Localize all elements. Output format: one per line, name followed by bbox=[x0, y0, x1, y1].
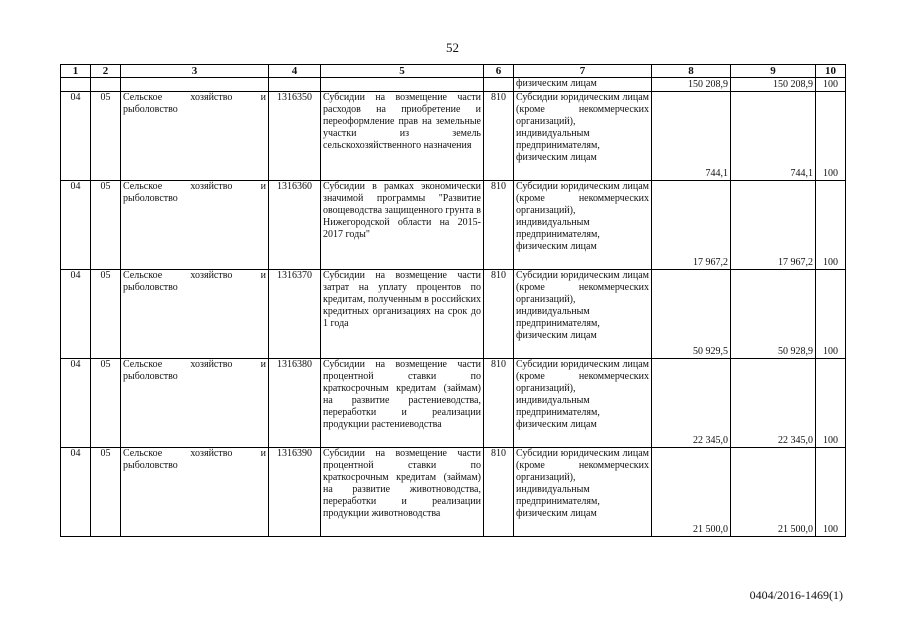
cell-expense-type: 810 bbox=[484, 448, 514, 537]
continuation-row bbox=[61, 78, 846, 92]
cell-target-code: 1316350 bbox=[269, 92, 321, 181]
column-header: 10 bbox=[816, 65, 846, 78]
cell-recipient: Субсидии юридическим лицам (кроме некоммерческих организаций), индивидуальным предпринимателям, физическим лицам bbox=[514, 92, 652, 181]
table-row bbox=[61, 359, 846, 448]
cell-actual-amount: 744,1 bbox=[731, 92, 816, 181]
cell-target-code: 1316360 bbox=[269, 181, 321, 270]
table-row bbox=[61, 92, 846, 181]
cell-description: Субсидии на возмещение части процентной ставки по краткосрочным кредитам (займам) на развитие растениеводства, переработки и реализации продукции растениеводства bbox=[321, 359, 484, 448]
page-number: 52 bbox=[446, 40, 459, 55]
column-header: 1 bbox=[61, 65, 91, 78]
column-header: 3 bbox=[121, 65, 269, 78]
cell-percent: 100 bbox=[816, 92, 846, 181]
cell-expense-type: 810 bbox=[484, 92, 514, 181]
cell-section: 04 bbox=[61, 359, 91, 448]
cell-plan-amount: 744,1 bbox=[652, 92, 731, 181]
cell-description: Субсидии в рамках экономически значимой программы "Развитие овощеводства защищенного грунта в Нижегородской области на 2015-2017 годы" bbox=[321, 181, 484, 270]
cell-actual-amount: 50 928,9 bbox=[731, 270, 816, 359]
cell-section-name: Сельское хозяйство и рыболовство bbox=[121, 270, 269, 359]
cell-actual-amount: 150 208,9 bbox=[731, 78, 816, 92]
cell-plan-amount: 22 345,0 bbox=[652, 359, 731, 448]
cell-subsection: 05 bbox=[91, 92, 121, 181]
cell-section-name: Сельское хозяйство и рыболовство bbox=[121, 448, 269, 537]
cell-section-name: Сельское хозяйство и рыболовство bbox=[121, 181, 269, 270]
cell-recipient: Субсидии юридическим лицам (кроме некоммерческих организаций), индивидуальным предпринимателям, физическим лицам bbox=[514, 270, 652, 359]
cell-target-code: 1316370 bbox=[269, 270, 321, 359]
table-row bbox=[61, 448, 846, 537]
cell-expense-type: 810 bbox=[484, 359, 514, 448]
cell-section: 04 bbox=[61, 92, 91, 181]
cell-recipient: физическим лицам bbox=[514, 78, 652, 92]
column-header: 2 bbox=[91, 65, 121, 78]
cell-recipient: Субсидии юридическим лицам (кроме некоммерческих организаций), индивидуальным предпринимателям, физическим лицам bbox=[514, 181, 652, 270]
cell-plan-amount: 150 208,9 bbox=[652, 78, 731, 92]
cell-subsection: 05 bbox=[91, 270, 121, 359]
cell-actual-amount: 22 345,0 bbox=[731, 359, 816, 448]
document-code: 0404/2016-1469(1) bbox=[749, 588, 843, 602]
cell-expense-type: 810 bbox=[484, 270, 514, 359]
column-header: 8 bbox=[652, 65, 731, 78]
column-header: 6 bbox=[484, 65, 514, 78]
cell-target-code: 1316390 bbox=[269, 448, 321, 537]
cell-plan-amount: 50 929,5 bbox=[652, 270, 731, 359]
budget-table bbox=[60, 64, 846, 537]
table-row bbox=[61, 181, 846, 270]
cell-description: Субсидии на возмещение части процентной ставки по краткосрочным кредитам (займам) на развитие животноводства, переработки и реализации продукции животноводства bbox=[321, 448, 484, 537]
cell-actual-amount: 17 967,2 bbox=[731, 181, 816, 270]
table-row bbox=[61, 270, 846, 359]
cell-actual-amount: 21 500,0 bbox=[731, 448, 816, 537]
column-header: 4 bbox=[269, 65, 321, 78]
column-header: 5 bbox=[321, 65, 484, 78]
cell-section-name: Сельское хозяйство и рыболовство bbox=[121, 92, 269, 181]
cell-section: 04 bbox=[61, 448, 91, 537]
cell-subsection: 05 bbox=[91, 359, 121, 448]
cell-percent: 100 bbox=[816, 359, 846, 448]
column-header: 7 bbox=[514, 65, 652, 78]
cell-target-code: 1316380 bbox=[269, 359, 321, 448]
header-row bbox=[61, 65, 846, 78]
cell-section-name: Сельское хозяйство и рыболовство bbox=[121, 359, 269, 448]
cell-plan-amount: 21 500,0 bbox=[652, 448, 731, 537]
cell-description: Субсидии на возмещение части расходов на приобретение и переоформление прав на земельные участки из земель сельскохозяйственного назначения bbox=[321, 92, 484, 181]
cell-section: 04 bbox=[61, 270, 91, 359]
cell-subsection: 05 bbox=[91, 181, 121, 270]
cell-subsection: 05 bbox=[91, 448, 121, 537]
cell-expense-type: 810 bbox=[484, 181, 514, 270]
cell-percent: 100 bbox=[816, 181, 846, 270]
column-header: 9 bbox=[731, 65, 816, 78]
cell-percent: 100 bbox=[816, 270, 846, 359]
cell-recipient: Субсидии юридическим лицам (кроме некоммерческих организаций), индивидуальным предпринимателям, физическим лицам bbox=[514, 359, 652, 448]
cell-section: 04 bbox=[61, 181, 91, 270]
cell-percent: 100 bbox=[816, 448, 846, 537]
cell-percent: 100 bbox=[816, 78, 846, 92]
cell-recipient: Субсидии юридическим лицам (кроме некоммерческих организаций), индивидуальным предпринимателям, физическим лицам bbox=[514, 448, 652, 537]
cell-plan-amount: 17 967,2 bbox=[652, 181, 731, 270]
cell-description: Субсидии на возмещение части затрат на уплату процентов по кредитам, полученным в российских кредитных организациях на срок до 1 года bbox=[321, 270, 484, 359]
